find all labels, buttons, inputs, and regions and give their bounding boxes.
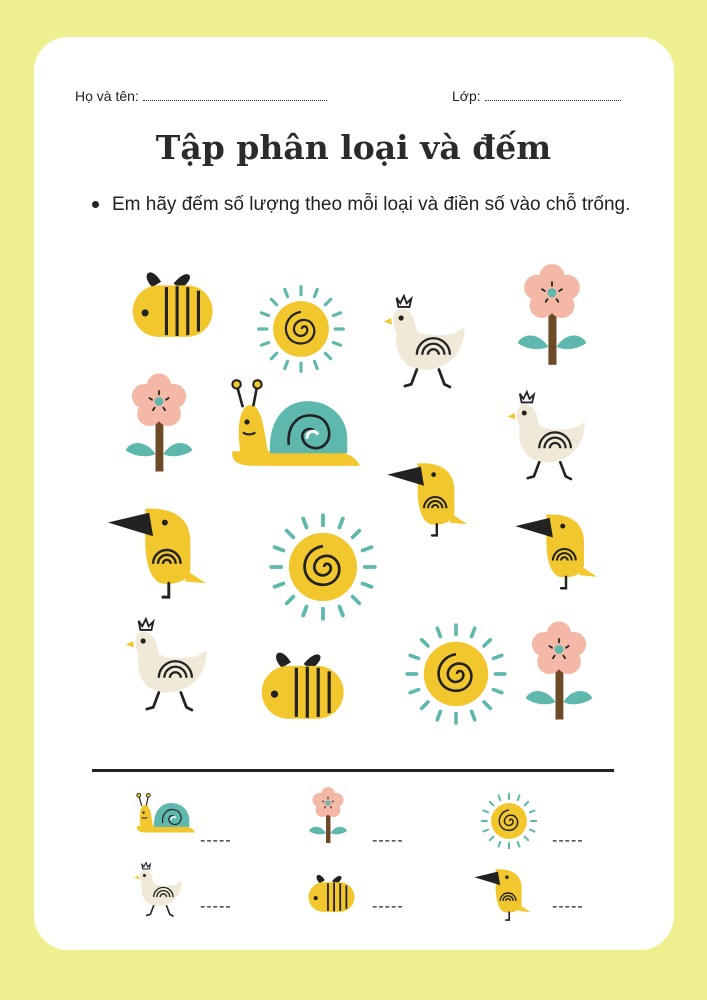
answer-blank-bee[interactable]: ----- xyxy=(372,898,404,915)
sun-icon xyxy=(268,512,378,622)
worksheet-card xyxy=(34,37,674,950)
sun-icon xyxy=(256,284,346,374)
bullet-point xyxy=(92,201,99,208)
divider-line xyxy=(92,769,614,772)
hen-icon xyxy=(122,612,214,716)
name-label: Họ và tên: xyxy=(75,88,139,104)
answer-snail-icon xyxy=(134,788,196,838)
answer-blank-flower[interactable]: ----- xyxy=(372,832,404,849)
answer-blank-sun[interactable]: ----- xyxy=(552,832,584,849)
name-field xyxy=(75,88,327,104)
answer-flower-icon xyxy=(308,786,348,848)
sun-icon xyxy=(404,622,508,726)
answer-hen-icon xyxy=(132,858,186,920)
flower-icon xyxy=(516,262,588,374)
answer-blank-snail[interactable]: ----- xyxy=(200,832,232,849)
hen-icon xyxy=(504,384,592,486)
name-dotted-line[interactable] xyxy=(143,88,327,101)
answer-blank-bird[interactable]: ----- xyxy=(552,898,584,915)
answer-blank-hen[interactable]: ----- xyxy=(200,898,232,915)
class-field xyxy=(452,88,621,104)
class-label: Lớp: xyxy=(452,88,481,104)
answer-sun-icon xyxy=(480,792,538,850)
answer-bird-icon xyxy=(472,864,534,922)
instruction-text: Em hãy đếm số lượng theo mỗi loại và điền số vào chỗ trống. xyxy=(112,194,631,215)
class-dotted-line[interactable] xyxy=(485,88,621,101)
bee-icon xyxy=(254,644,346,726)
bee-icon xyxy=(124,264,216,344)
hen-icon xyxy=(380,290,472,392)
answer-bee-icon xyxy=(304,870,356,916)
bird-icon xyxy=(512,508,602,590)
page-title: Tập phân loại và đếm xyxy=(155,128,552,167)
flower-icon xyxy=(124,372,194,480)
flower-icon xyxy=(524,620,594,728)
snail-icon xyxy=(226,376,362,470)
bird-icon xyxy=(384,456,472,538)
bird-icon xyxy=(104,500,212,600)
